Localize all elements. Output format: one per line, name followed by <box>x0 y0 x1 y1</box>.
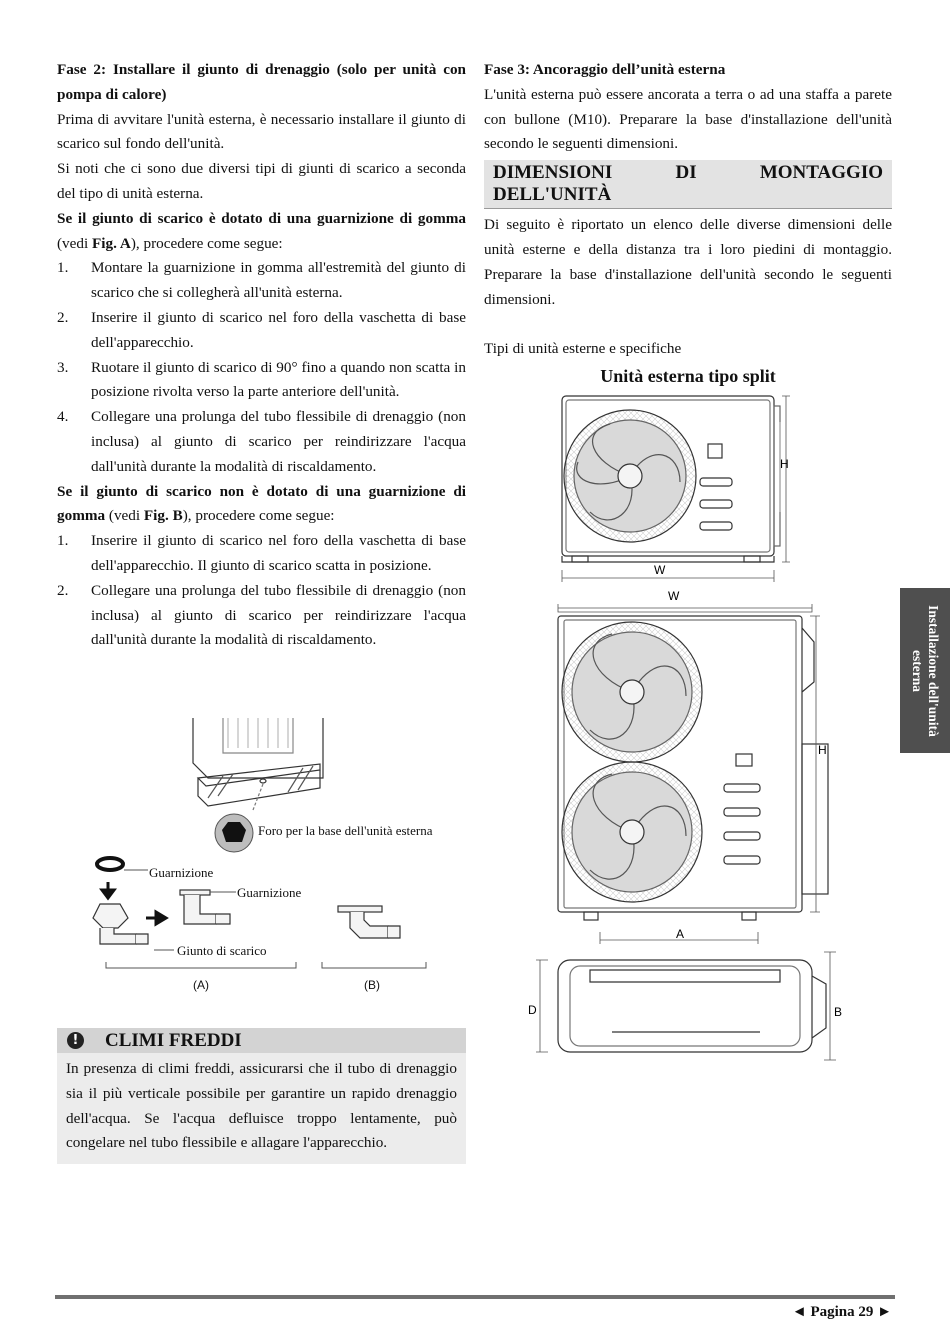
dim-a-label: A <box>676 927 685 941</box>
drain-joint-drawing <box>88 718 448 1000</box>
list-text: Montare la guarnizione in gomma all'estremità del giunto di scarico che si collegherà all'unità esterna. <box>91 259 466 302</box>
list-item <box>57 579 466 653</box>
drain-joint-figure <box>88 718 448 1000</box>
section-heading-word: MONTAGGIO <box>759 162 883 184</box>
list-item <box>57 356 466 406</box>
case-a-mid: (vedi <box>57 234 93 252</box>
list-number: 3. <box>57 358 69 376</box>
list-number: 2. <box>57 581 69 599</box>
outdoor-units-figure <box>520 392 850 1072</box>
side-tab <box>900 588 950 753</box>
fig-a-label: (A) <box>193 978 209 992</box>
dim-d-label: D <box>528 1003 537 1017</box>
list-text: Ruotare il giunto di scarico di 90° fino a quando non scatta in posizione rivolta verso la parte anteriore dell'unità. <box>91 358 466 401</box>
section-heading-line2: DELL'UNITÀ <box>493 184 612 206</box>
joint-label: Giunto di scarico <box>177 943 267 958</box>
list-text: Collegare una prolunga del tubo flessibile di drenaggio (non inclusa) al giunto di scarico per reindirizzare l'acqua dall'unità durante la modalità di riscaldamento. <box>91 581 466 649</box>
case-b-end: ), procedere come segue: <box>182 507 335 525</box>
paragraph: L'unità esterna può essere ancorata a terra o ad una staffa a parete con bullone (M10). Preparare la base d'installazione dell'unità secondo le seguenti dimensioni. <box>484 85 892 153</box>
list-number: 1. <box>57 259 69 277</box>
side-tab-label: Installazione dell'unità esterna <box>910 604 941 737</box>
exclamation-icon: ! <box>67 1032 84 1049</box>
dim-b-label: B <box>834 1005 843 1019</box>
list-number: 1. <box>57 532 69 550</box>
case-a-end: ), procedere come segue: <box>130 234 283 252</box>
list-item <box>57 405 466 479</box>
list-number: 2. <box>57 308 69 326</box>
list-b <box>57 529 466 653</box>
gasket-label: Guarnizione <box>149 865 214 880</box>
page-number: ◄ Pagina 29 ► <box>791 1304 892 1320</box>
footer-divider <box>55 1295 895 1299</box>
figure-caption: Unità esterna tipo split <box>600 365 776 386</box>
hole-label: Foro per la base dell'unità esterna <box>258 823 433 838</box>
section-heading-word: DIMENSIONI <box>493 162 613 184</box>
list-item <box>57 306 466 356</box>
fig-b-label: (B) <box>364 978 380 992</box>
paragraph: Si noti che ci sono due diversi tipi di giunti di scarico a seconda del tipo di unità esterna. <box>57 160 466 202</box>
dim-w-label: W <box>668 589 680 603</box>
list-text: Inserire il giunto di scarico nel foro della vaschetta di base dell'apparecchio. Il giunto di scarico scatta in posizione. <box>91 532 466 574</box>
paragraph: Di seguito è riportato un elenco delle diverse dimensioni delle unità esterne e della distanza tra i loro piedini di montaggio. Preparare la base d'installazione dell'unità secondo le seguenti dimensioni. <box>484 216 892 308</box>
list-item <box>57 529 466 579</box>
types-line: Tipi di unità esterne e specifiche <box>484 340 682 358</box>
dim-h-label: H <box>818 743 827 757</box>
list-text: Inserire il giunto di scarico nel foro della vaschetta di base dell'apparecchio. <box>91 308 466 351</box>
dim-h-label: H <box>780 457 789 471</box>
section-heading <box>484 160 892 209</box>
fase2-title: Fase 2: Installare il giunto di drenaggio (solo per unità con pompa di calore) <box>57 61 466 103</box>
list-a <box>57 256 466 479</box>
case-a-fig: Fig. A <box>92 234 131 252</box>
outdoor-units-drawing <box>520 392 850 1072</box>
fase3-title: Fase 3: Ancoraggio dell’unità esterna <box>484 61 726 78</box>
cold-climate-body: In presenza di climi freddi, assicurarsi che il tubo di drenaggio sia il più verticale possibile per garantire un rapido drenaggio dell'acqua. Se l'acqua defluisce troppo lentamente, può congelare nel tubo flessibile e allagare l'apparecchio. <box>66 1060 457 1152</box>
cold-climate-title: CLIMI FREDDI <box>105 1030 242 1051</box>
left-column <box>57 58 466 653</box>
list-number: 4. <box>57 408 69 426</box>
section-heading-word: DI <box>675 162 697 184</box>
cold-climate-header <box>57 1028 466 1053</box>
paragraph: Prima di avvitare l'unità esterna, è necessario installare il giunto di scarico sul fondo dell'unità. <box>57 110 466 153</box>
gasket-label: Guarnizione <box>237 885 302 900</box>
dim-w-label: W <box>654 563 666 577</box>
cold-climate-note <box>57 1028 466 1164</box>
case-b-mid: (vedi <box>105 507 144 525</box>
case-a-bold: Se il giunto di scarico è dotato di una guarnizione di gomma <box>57 209 466 227</box>
case-b-bold: Se il giunto di scarico non è dotato di una guarnizione di gomma <box>57 482 466 525</box>
case-b-fig: Fig. B <box>143 507 183 525</box>
list-item <box>57 256 466 306</box>
right-column <box>484 58 892 395</box>
case-a-intro <box>57 207 466 257</box>
list-text: Collegare una prolunga del tubo flessibile di drenaggio (non inclusa) al giunto di scarico per reindirizzare l'acqua dall'unità durante la modalità di riscaldamento. <box>91 408 466 475</box>
case-b-intro <box>57 480 466 530</box>
